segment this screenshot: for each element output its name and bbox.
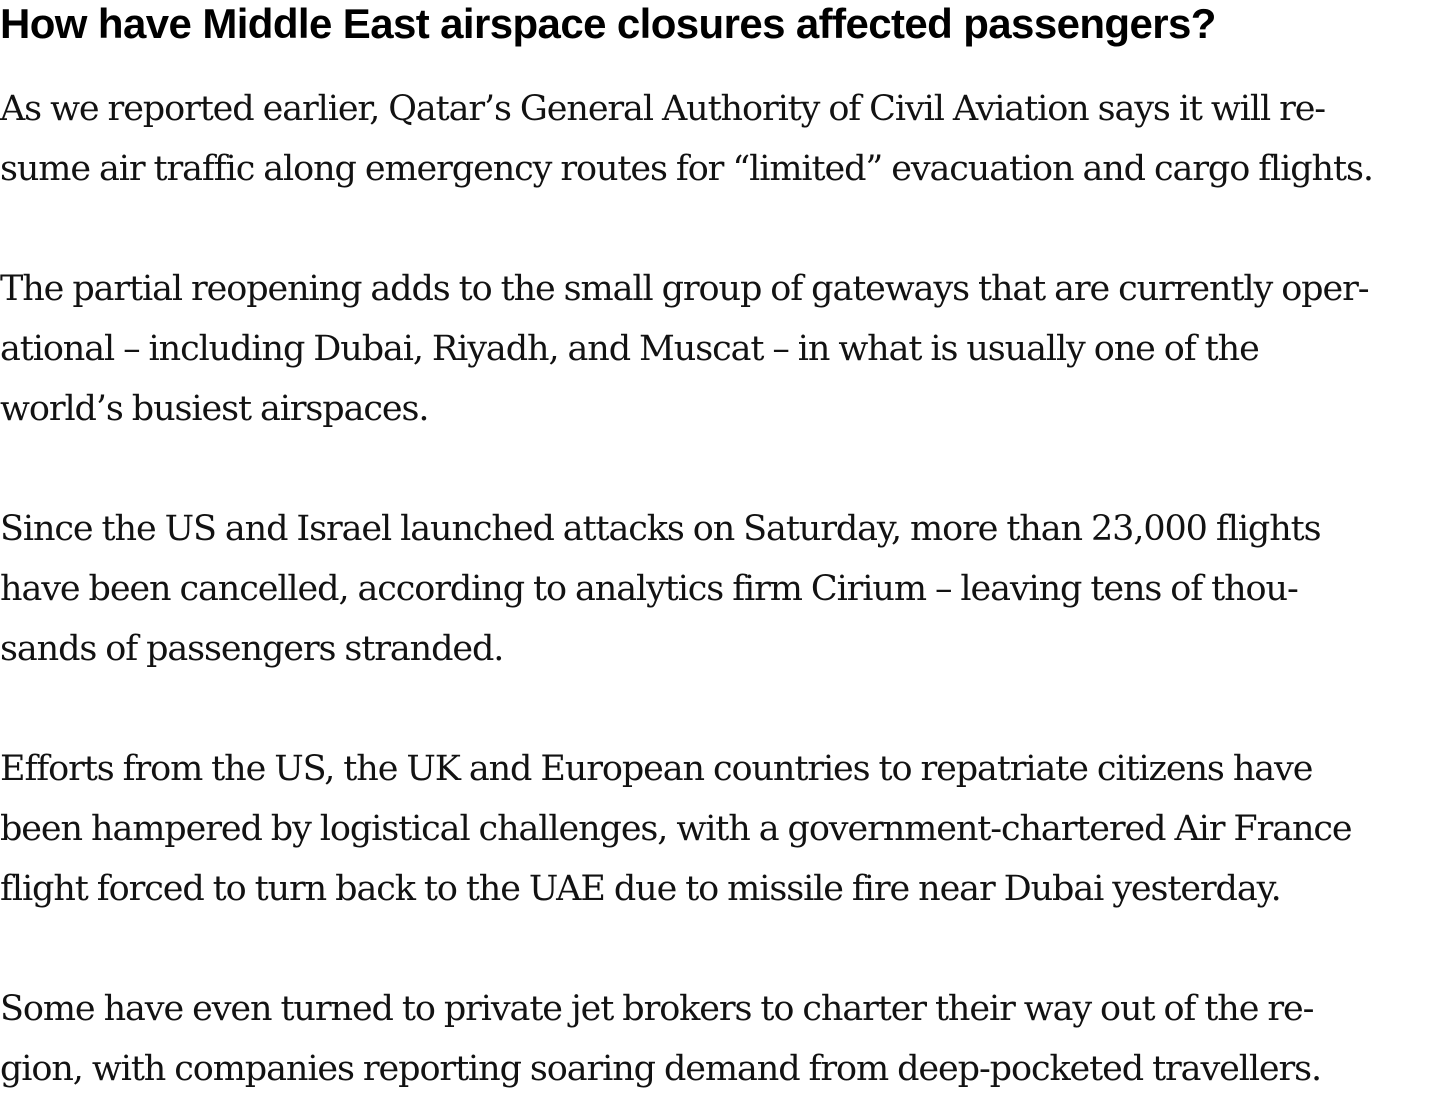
article-paragraph: [0, 979, 1321, 1098]
paragraph-line: Efforts from the US, the UK and European countries to repatriate citizens have: [0, 749, 1313, 789]
paragraph-line: ational – including Dubai, Riyadh, and Muscat – in what is usually one of the: [0, 329, 1259, 369]
paragraph-line: Since the US and Israel launched attacks on Saturday, more than 23,000 flights: [0, 509, 1321, 549]
paragraph-line: world’s busiest airspaces.: [0, 389, 429, 429]
paragraph-line: flight forced to turn back to the UAE due to missile fire near Dubai yesterday.: [0, 869, 1281, 909]
paragraph-line: sume air traffic along emergency routes for “limited” evacuation and cargo flights.: [0, 149, 1373, 189]
paragraph-line: been hampered by logistical challenges, with a government-chartered Air France: [0, 809, 1352, 849]
article-paragraph: [0, 739, 1352, 919]
article-paragraph: [0, 259, 1368, 439]
paragraph-line: sands of passengers stranded.: [0, 629, 504, 669]
paragraph-line: gion, with companies reporting soaring demand from deep-pocketed travellers.: [0, 1049, 1322, 1089]
paragraph-line: The partial reopening adds to the small group of gateways that are currently oper-: [0, 269, 1369, 309]
article-headline: How have Middle East airspace closures affected passengers?: [0, 0, 1216, 47]
paragraph-line: have been cancelled, according to analytics firm Cirium – leaving tens of thou-: [0, 569, 1298, 609]
article-paragraph: [0, 499, 1321, 679]
article-paragraph: [0, 79, 1373, 199]
paragraph-line: Some have even turned to private jet brokers to charter their way out of the re-: [0, 989, 1314, 1029]
paragraph-line: As we reported earlier, Qatar’s General Authority of Civil Aviation says it will re-: [0, 89, 1326, 129]
